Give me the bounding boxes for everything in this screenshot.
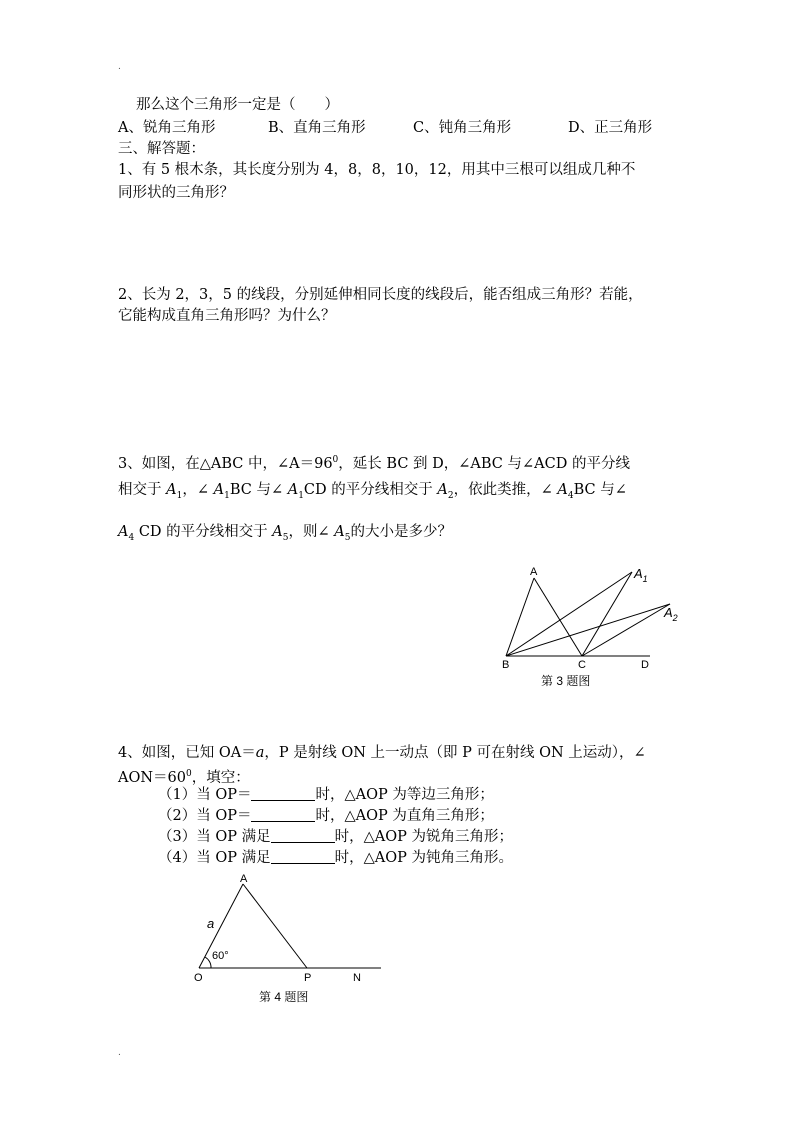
line-c-a1 <box>582 572 632 656</box>
label-o: O <box>194 972 203 984</box>
prev-option-c: C、钝角三角形 <box>413 120 512 136</box>
line-c-a2 <box>582 604 670 656</box>
angle-arc <box>205 957 211 968</box>
figure-3-caption: 第 3 题图 <box>541 674 591 688</box>
label-b: B <box>502 659 510 671</box>
q1-line2: 同形状的三角形？ <box>118 185 234 201</box>
prev-question-stem: 那么这个三角形一定是（ ） <box>136 97 339 113</box>
segment-ap <box>243 884 307 968</box>
section-heading: 三、解答题： <box>118 141 205 157</box>
label-p: P <box>304 972 312 984</box>
line-b-a2 <box>506 604 670 656</box>
line-ba <box>506 578 534 656</box>
answer-blank-4[interactable] <box>271 849 335 864</box>
q3-line2: 相交于 $A_1$，∠ $A_1BC$ 与∠ $A_1CD$ 的平分线相交于 $A_2$，依此类推，∠ $A_4BC$ 与∠ <box>118 482 627 501</box>
label-a: A <box>240 873 248 885</box>
answer-blank-2[interactable] <box>251 807 315 822</box>
page-dot-top: . <box>118 62 121 72</box>
label-c: C <box>578 659 586 671</box>
label-a2: $A_2$ <box>664 605 678 623</box>
q4-item-1: （1）当 OP＝ 时，△AOP 为等边三角形； <box>158 787 494 803</box>
answer-blank-3[interactable] <box>271 828 335 843</box>
line-ac <box>534 578 582 656</box>
q2-line2: 它能构成直角三角形吗？为什么？ <box>118 308 336 324</box>
q1-line1: 1、有 5 根木条，其长度分别为 4，8，8，10，12，用其中三根可以组成几种不 <box>118 162 636 178</box>
answer-blank-1[interactable] <box>251 786 315 801</box>
figure-4-caption: 第 4 题图 <box>259 990 309 1004</box>
figure-3 <box>490 560 690 695</box>
prev-option-a: A、锐角三角形 <box>118 120 216 136</box>
line-b-a1 <box>506 572 632 656</box>
page-dot-bottom: . <box>118 1048 121 1058</box>
figure-4 <box>185 870 395 1010</box>
prev-option-b: B、直角三角形 <box>268 120 366 136</box>
q4-item-3: （3）当 OP 满足 时，△AOP 为锐角三角形； <box>158 829 513 845</box>
q4-item-4: （4）当 OP 满足 时，△AOP 为钝角三角形。 <box>158 850 513 866</box>
q3-line1: 3、如图，在△ABC 中，$\angle A=96^0$，延长 BC 到 D，∠ABC 与∠ACD 的平分线 <box>118 455 630 472</box>
q3-line3: $A_4$ CD 的平分线相交于 $A_5$，则∠ $A_5$的大小是多少？ <box>118 524 452 543</box>
q4-item-2: （2）当 OP＝ 时，△AOP 为直角三角形； <box>158 808 494 824</box>
q2-line1: 2、长为 2，3，5 的线段，分别延伸相同长度的线段后，能否组成三角形？若能， <box>118 287 643 303</box>
prev-option-d: D、正三角形 <box>568 120 653 136</box>
label-n: N <box>353 972 361 984</box>
label-angle-60: 60° <box>212 950 229 962</box>
label-a: A <box>530 566 538 578</box>
label-a1: $A_1$ <box>634 566 648 584</box>
label-side-a: a <box>207 916 215 931</box>
q4-line2: $AON=60^0$，填空： <box>118 769 250 786</box>
label-d: D <box>641 659 649 671</box>
q4-line1: 4、如图，已知 OA＝a，P 是射线 ON 上一动点（即 P 可在射线 ON 上运动），∠ <box>118 745 646 761</box>
